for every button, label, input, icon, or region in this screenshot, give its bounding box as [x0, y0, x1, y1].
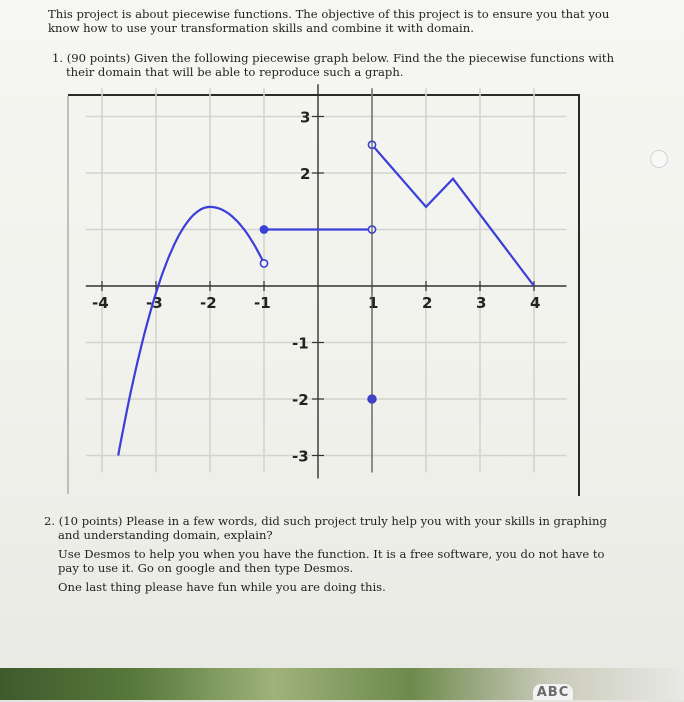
y-tick-label: -1 [292, 334, 309, 353]
question-1-line-2: their domain that will be able to reproduce such a graph. [66, 65, 404, 79]
x-tick-label: 4 [530, 294, 541, 312]
intro-line-2: know how to use your transformation skills and combine it with domain. [48, 21, 474, 35]
y-tick-label: -2 [292, 391, 309, 409]
closing-line: One last thing please have fun while you are doing this. [58, 580, 386, 594]
zigzag-piece [372, 145, 534, 286]
x-tick-label: -3 [146, 294, 163, 312]
desmos-tip-line-2: pay to use it. Go on google and then type Desmos. [58, 561, 354, 575]
question-2-line-2: and understanding domain, explain? [58, 528, 273, 542]
question-2-line-1: 2. (10 points) Please in a few words, did such project truly help you with your skills in graphing [44, 514, 607, 528]
open-endpoint [260, 260, 267, 267]
x-tick-label: 1 [368, 294, 379, 312]
x-tick-label: -4 [92, 294, 109, 312]
x-tick-label: 3 [476, 294, 487, 312]
question-2 [44, 514, 634, 599]
intro-line-1: This project is about piecewise functions. The objective of this project is to ensure you that you [48, 7, 610, 21]
background-strip [0, 668, 684, 700]
x-tick-label: -1 [254, 294, 271, 312]
parabola-piece [118, 207, 264, 456]
question-1-line-1: 1. (90 points) Given the following piecewise graph below. Find the the piecewise functions with [52, 51, 615, 65]
y-tick-label: -3 [292, 447, 309, 466]
x-tick-label: -2 [200, 294, 217, 312]
closed-endpoint [260, 226, 267, 233]
desmos-tip-line-1: Use Desmos to help you when you have the function. It is a free software, you do not have to [58, 547, 605, 561]
y-tick-label: 2 [300, 165, 311, 183]
y-tick-label: 3 [300, 108, 311, 127]
x-tick-label: 2 [422, 294, 433, 312]
cursor-icon [650, 150, 668, 168]
abc-label: ABC [533, 684, 573, 700]
